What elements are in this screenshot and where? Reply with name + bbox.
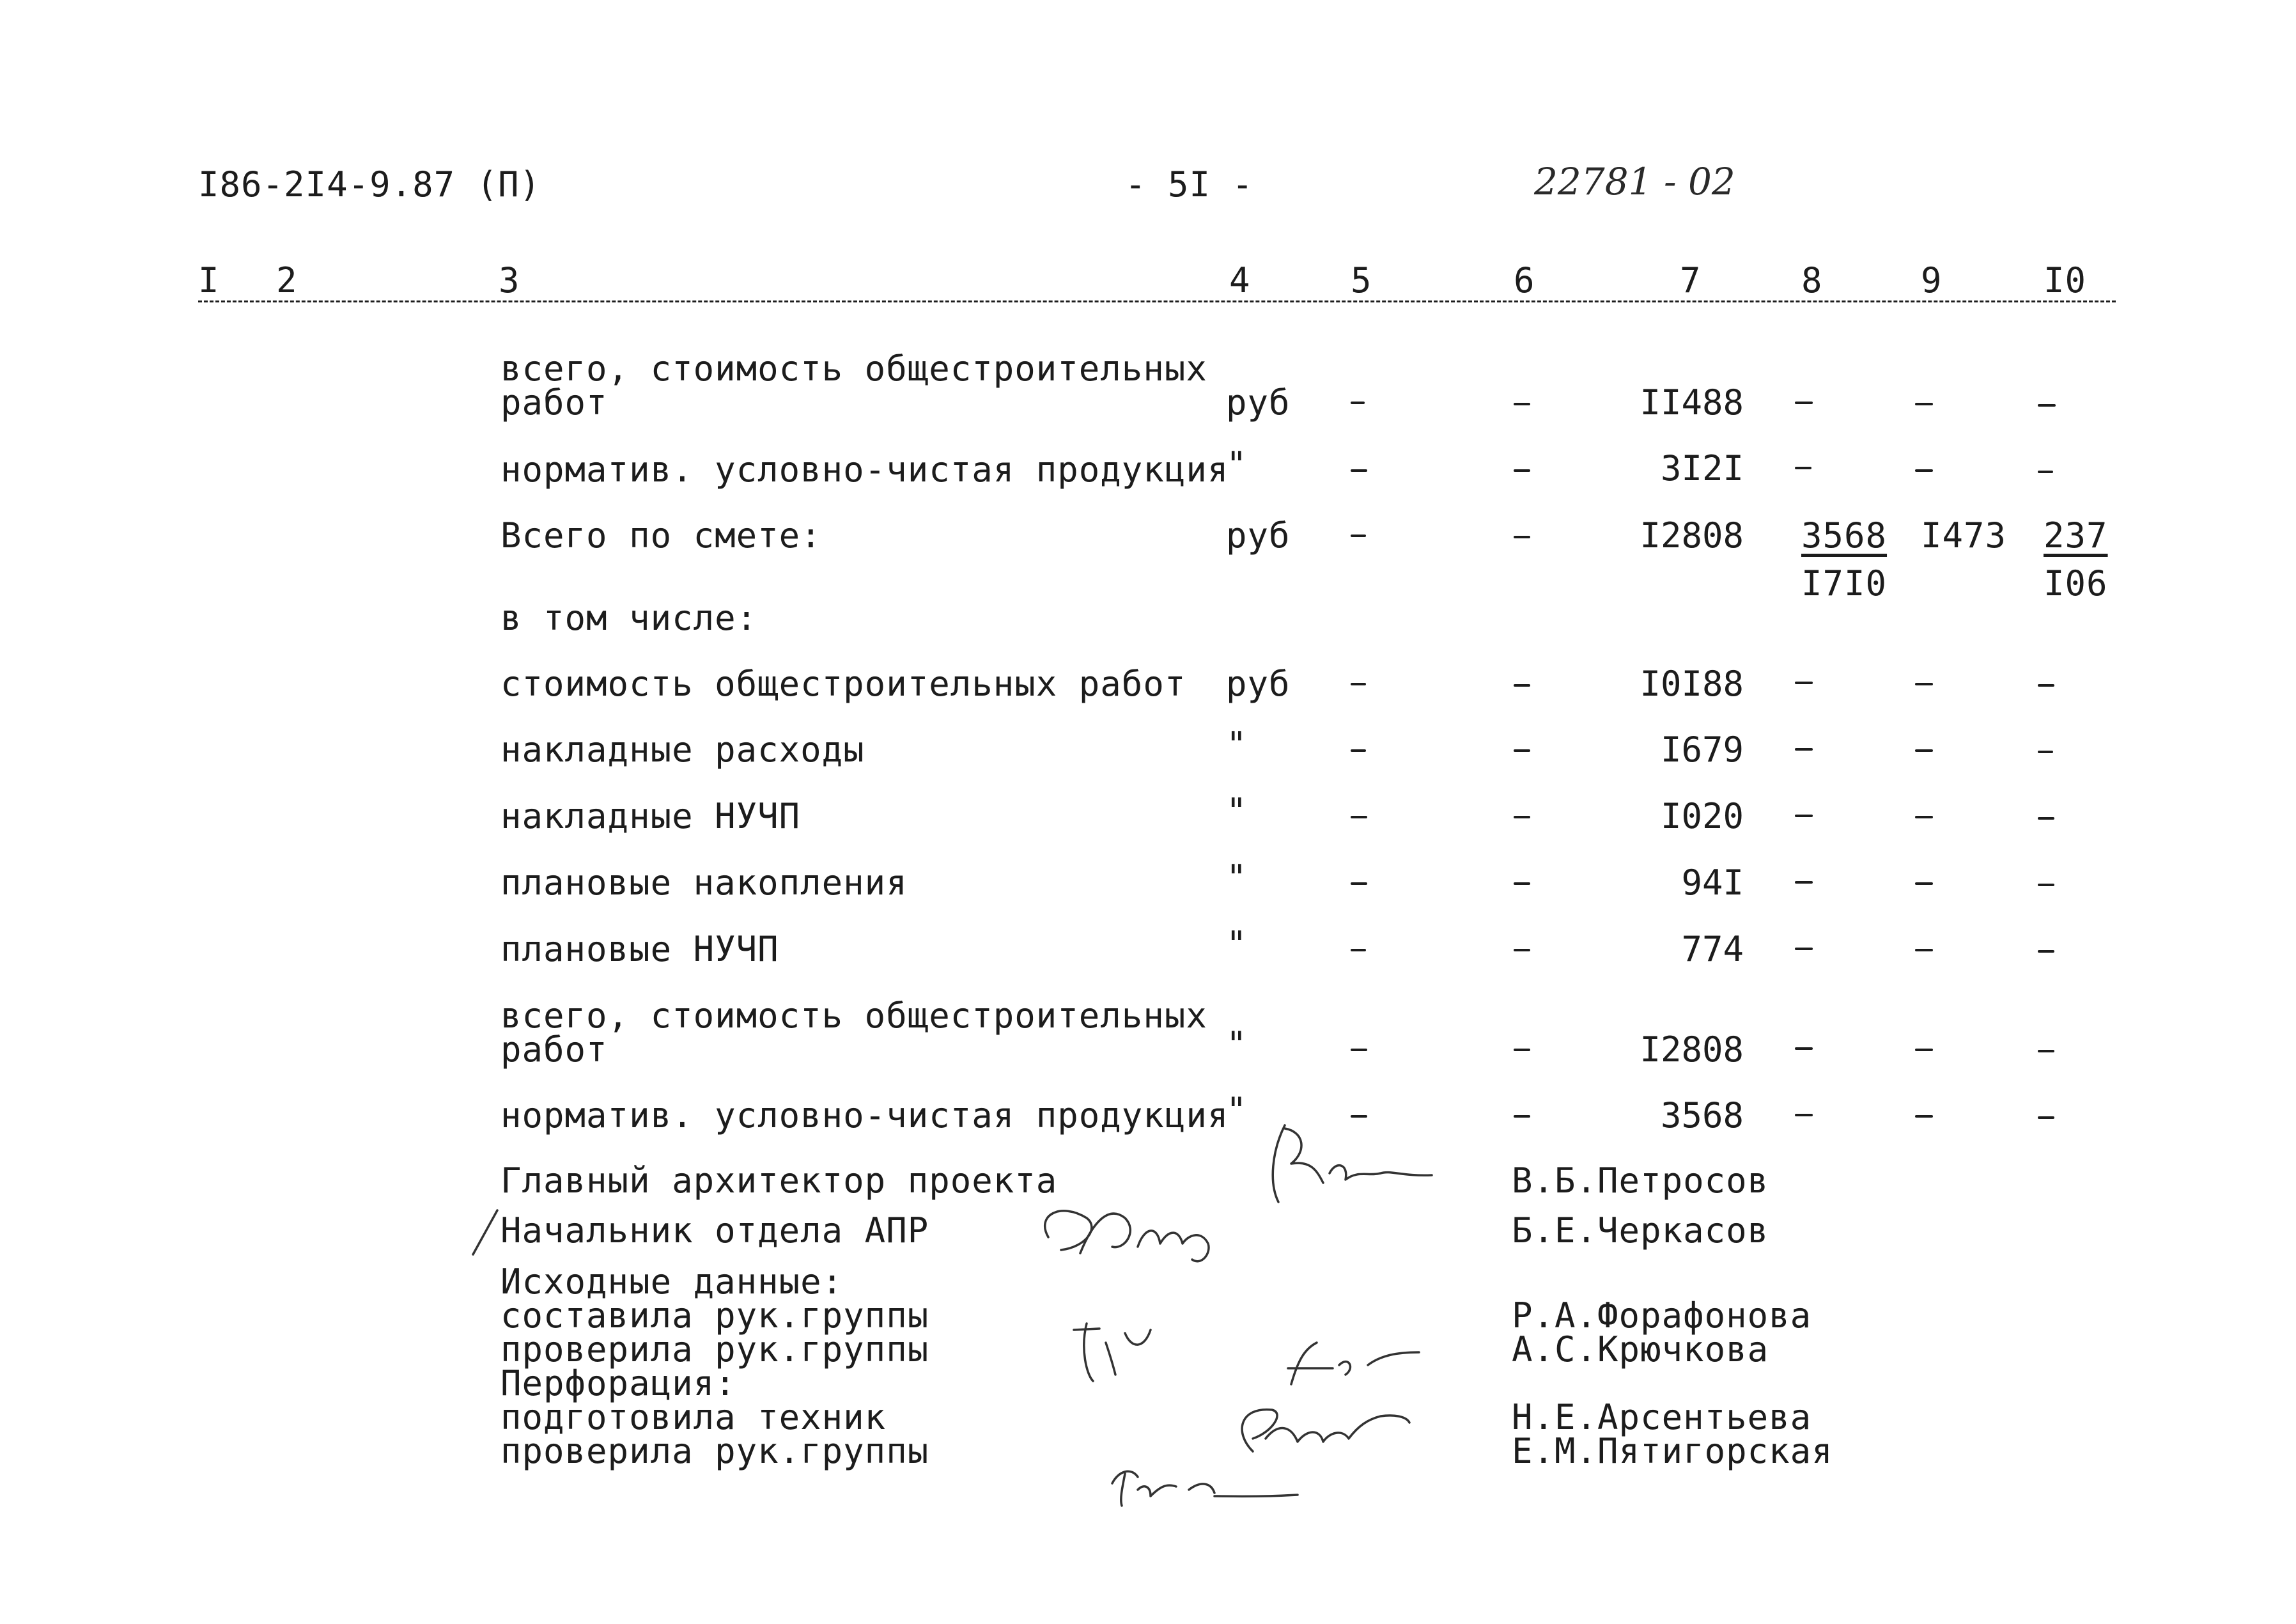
row-unit: "	[1226, 1090, 1248, 1130]
row-unit: "	[1226, 1024, 1248, 1065]
row-label: работ	[500, 382, 608, 423]
row-value-col7: 3I2I	[1660, 448, 1744, 488]
row-label: всего, стоимость общестроительных	[500, 348, 1207, 389]
row-unit: "	[1226, 724, 1248, 765]
row-label: накладные расходы	[500, 730, 865, 770]
column-header-4: 4	[1229, 260, 1251, 301]
row-unit: "	[1226, 444, 1248, 485]
row-label: плановые накопления	[500, 863, 908, 903]
signature-role: Главный архитектор проекта	[500, 1160, 1058, 1201]
row-unit: "	[1226, 857, 1248, 898]
row-unit: руб	[1226, 515, 1291, 556]
row-label: стоимость общестроительных работ	[500, 664, 1186, 704]
row-unit: руб	[1226, 382, 1291, 423]
row-value-col10: 237	[2044, 515, 2108, 556]
signature-name: В.Б.Петросов	[1512, 1160, 1769, 1201]
margin-slash-mark	[473, 1210, 497, 1254]
row-value-col7: I2808	[1640, 1029, 1744, 1070]
column-header-6: 6	[1514, 260, 1535, 301]
signature-scribble-5	[1242, 1410, 1409, 1451]
signature-section-heading: Исходные данные:	[500, 1261, 844, 1302]
row-value-col10-second: I06	[2044, 563, 2108, 604]
signature-role: проверила рук.группы	[500, 1329, 929, 1370]
row-label: норматив. условно-чистая продукция	[500, 449, 1229, 490]
row-value-col8: 3568	[1801, 515, 1888, 556]
signature-scribble-4	[1288, 1343, 1419, 1384]
row-value-col7: 774	[1681, 929, 1744, 969]
signature-name: Р.А.Форафонова	[1512, 1295, 1812, 1336]
column-header-3: 3	[499, 260, 520, 301]
signature-name: Е.М.Пятигорская	[1512, 1431, 1833, 1471]
signature-name: Н.Е.Арсентьева	[1512, 1397, 1812, 1437]
row-value-col7: II488	[1640, 382, 1744, 423]
row-label: накладные НУЧП	[500, 796, 801, 836]
row-value-col7: I020	[1660, 796, 1744, 836]
column-header-7: 7	[1680, 260, 1702, 301]
row-label: всего, стоимость общестроительных	[500, 995, 1207, 1036]
signature-role: составила рук.группы	[500, 1295, 929, 1336]
signature-scribble-6	[1112, 1471, 1298, 1506]
signature-section-heading: Перфорация:	[500, 1363, 736, 1403]
column-header-1: I	[198, 260, 220, 301]
row-label: плановые НУЧП	[500, 929, 779, 969]
document-code: I86-2I4-9.87 (П)	[198, 164, 541, 205]
row-value-col7: 3568	[1660, 1095, 1744, 1136]
column-header-9: 9	[1921, 260, 1943, 301]
signature-role: Начальник отдела АПР	[500, 1210, 929, 1251]
signature-scribble-3	[1074, 1323, 1151, 1381]
row-unit: "	[1226, 791, 1248, 831]
signature-name: Б.Е.Черкасов	[1512, 1210, 1769, 1251]
row-label: в том числе:	[500, 598, 758, 638]
row-value-col7: I679	[1660, 730, 1744, 770]
row-value-col9: I473	[1921, 515, 2007, 556]
column-header-10: I0	[2044, 260, 2087, 301]
signature-role: проверила рук.группы	[500, 1431, 929, 1471]
row-value-col7: I0I88	[1640, 664, 1744, 704]
page-number: - 5I -	[1125, 164, 1254, 205]
row-label: норматив. условно-чистая продукция	[500, 1095, 1229, 1136]
row-unit: руб	[1226, 664, 1291, 704]
signature-scribble-2	[1045, 1211, 1209, 1261]
row-unit: "	[1226, 924, 1248, 964]
row-value-col7: 94I	[1681, 863, 1744, 903]
row-label: работ	[500, 1029, 608, 1070]
signature-scribble-1	[1273, 1125, 1432, 1202]
archive-number: 22781 - 02	[1534, 160, 1735, 203]
column-header-2: 2	[276, 260, 298, 301]
row-label: Всего по смете:	[500, 515, 822, 556]
row-value-col8-second: I7I0	[1801, 563, 1888, 604]
column-header-8: 8	[1801, 260, 1823, 301]
signature-name: А.С.Крючкова	[1512, 1329, 1769, 1370]
signature-role: подготовила техник	[500, 1397, 887, 1437]
row-value-col7: I2808	[1640, 515, 1744, 556]
column-header-5: 5	[1351, 260, 1372, 301]
